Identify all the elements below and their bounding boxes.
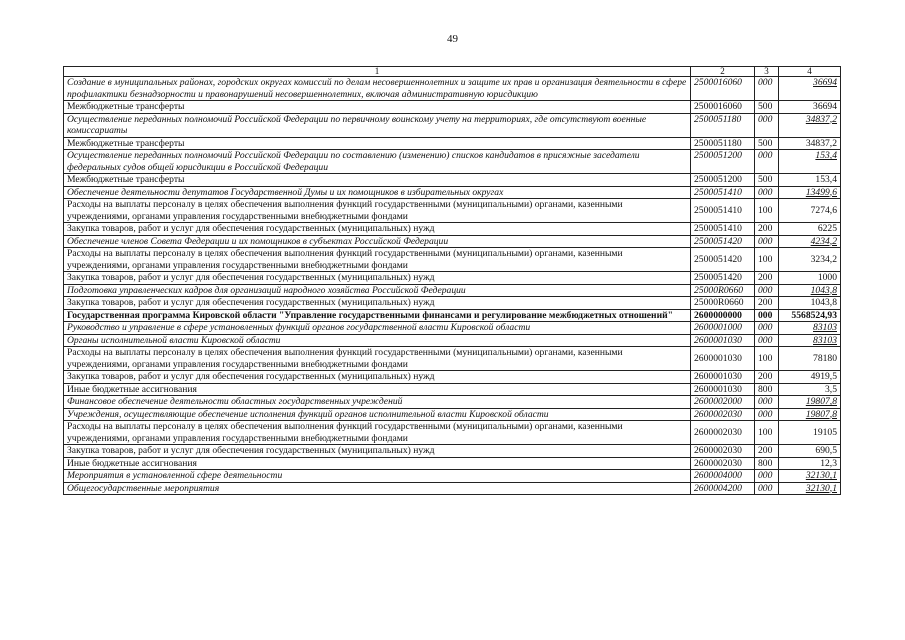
row-amount-value: 13499,6 [805,186,837,198]
table-row [64,235,841,248]
row-amount-value: 153,4 [815,174,837,185]
row-amount-value: 4234,2 [810,235,837,247]
row-amount-cell [779,482,841,495]
table-row [64,199,841,223]
row-amount-cell [779,334,841,347]
row-kind-cell: 000 [755,396,779,409]
row-name-cell: Закупка товаров, работ и услуг для обеспечения государственных (муниципальных) нужд [64,297,691,310]
row-code-cell: 2500051200 [691,150,755,174]
row-amount-value: 690,5 [815,445,837,456]
row-amount-cell [779,470,841,483]
row-code-cell: 2600004200 [691,482,755,495]
row-amount-cell [779,383,841,396]
row-kind-cell: 200 [755,445,779,458]
row-code-cell: 2500051420 [691,235,755,248]
table-row [64,421,841,445]
table-row [64,383,841,396]
row-kind-cell: 200 [755,371,779,384]
table-row [64,470,841,483]
row-amount-cell [779,297,841,310]
row-amount-value: 83103 [813,322,837,333]
header-col-1: 1 [64,67,691,77]
row-kind-cell: 500 [755,101,779,114]
row-code-cell: 25000R0660 [691,284,755,297]
row-kind-cell: 000 [755,334,779,347]
row-amount-value: 34837,2 [805,137,837,149]
page-number: 49 [447,33,458,45]
row-kind-cell: 000 [755,186,779,199]
row-kind-cell: 000 [755,470,779,483]
row-amount-value: 78180 [813,352,837,364]
row-name-cell: Расходы на выплаты персоналу в целях обеспечения выполнения функций государственными (муниципальными) органами, казенными учреждениями, органами управления государственными внебюджетными фондами [64,248,691,272]
table-row [64,113,841,137]
row-name-cell: Создание в муниципальных районах, городских округах комиссий по делам несовершеннолетних и защите их прав и организация деятельности в сфере профилактики безнадзорности и правонарушений несовершеннолетних, включая административную юрисдикцию [64,77,691,101]
table-row [64,482,841,495]
row-amount-value: 19807,8 [805,408,837,420]
row-name-cell: Общегосударственные мероприятия [64,482,691,495]
row-kind-cell: 100 [755,199,779,223]
row-amount-value: 34837,2 [805,113,837,125]
row-kind-cell: 000 [755,284,779,297]
row-kind-cell: 500 [755,174,779,187]
row-name-cell: Органы исполнительной власти Кировской области [64,334,691,347]
row-kind-cell: 200 [755,272,779,285]
row-code-cell: 2500051200 [691,174,755,187]
row-amount-cell [779,457,841,470]
row-kind-cell: 000 [755,322,779,335]
table-body [64,77,841,495]
table-row [64,408,841,421]
row-amount-cell [779,137,841,150]
row-code-cell: 2600001030 [691,334,755,347]
row-name-cell: Государственная программа Кировской области "Управление государственными финансами и регулирование межбюджетных отношений" [64,309,691,322]
row-amount-cell [779,408,841,421]
row-amount-cell [779,235,841,248]
row-kind-cell: 000 [755,482,779,495]
row-code-cell: 2500051410 [691,199,755,223]
row-amount-value: 32130,1 [805,482,837,494]
row-kind-cell: 100 [755,421,779,445]
row-amount-value: 19807,8 [805,396,837,407]
row-kind-cell: 000 [755,235,779,248]
row-kind-cell: 000 [755,77,779,101]
row-name-cell: Закупка товаров, работ и услуг для обеспечения государственных (муниципальных) нужд [64,272,691,285]
row-name-cell: Расходы на выплаты персоналу в целях обеспечения выполнения функций государственными (муниципальными) органами, казенными учреждениями, органами управления государственными внебюджетными фондами [64,421,691,445]
row-code-cell: 2500051420 [691,248,755,272]
row-code-cell: 2600002030 [691,408,755,421]
row-amount-value: 83103 [813,334,837,346]
table-row [64,309,841,322]
header-col-3: 3 [755,67,779,77]
row-amount-cell [779,248,841,272]
row-amount-cell [779,101,841,114]
row-name-cell: Межбюджетные трансферты [64,101,691,114]
row-code-cell: 2600001030 [691,383,755,396]
row-amount-cell [779,199,841,223]
row-amount-value: 36694 [813,101,837,112]
row-amount-cell [779,445,841,458]
row-amount-cell [779,223,841,236]
row-kind-cell: 000 [755,150,779,174]
row-name-cell: Иные бюджетные ассигнования [64,457,691,470]
row-code-cell: 2600002030 [691,445,755,458]
row-amount-value: 1043,8 [810,284,837,296]
row-amount-cell [779,421,841,445]
row-amount-cell [779,396,841,409]
row-name-cell: Руководство и управление в сфере установленных функций органов государственной власти Кировской области [64,322,691,335]
row-amount-value: 4919,5 [810,371,837,382]
table-row [64,371,841,384]
table-row [64,101,841,114]
row-name-cell: Межбюджетные трансферты [64,174,691,187]
row-name-cell: Учреждения, осуществляющие обеспечение исполнения функций органов исполнительной власти Кировской области [64,408,691,421]
table-row [64,186,841,199]
row-name-cell: Иные бюджетные ассигнования [64,383,691,396]
row-amount-cell [779,347,841,371]
row-kind-cell: 000 [755,408,779,421]
row-name-cell: Расходы на выплаты персоналу в целях обеспечения выполнения функций государственными (муниципальными) органами, казенными учреждениями, органами управления государственными внебюджетными фондами [64,199,691,223]
row-name-cell: Закупка товаров, работ и услуг для обеспечения государственных (муниципальных) нужд [64,371,691,384]
row-kind-cell: 200 [755,297,779,310]
table-row [64,334,841,347]
table-row [64,396,841,409]
table-row [64,445,841,458]
row-name-cell: Осуществление переданных полномочий Российской Федерации по составлению (изменению) списков кандидатов в присяжные заседатели федеральных судов общей юрисдикции в Российской Федерации [64,150,691,174]
row-amount-value: 7274,6 [810,204,837,216]
row-code-cell: 2600001030 [691,347,755,371]
header-col-4: 4 [779,67,841,77]
row-amount-cell [779,186,841,199]
table-row [64,297,841,310]
row-amount-value: 12,3 [820,457,837,469]
table-row [64,248,841,272]
table-row [64,347,841,371]
table-row [64,284,841,297]
row-name-cell: Межбюджетные трансферты [64,137,691,150]
table-row [64,322,841,335]
row-amount-cell [779,272,841,285]
table-row [64,174,841,187]
row-code-cell: 25000R0660 [691,297,755,310]
row-amount-cell [779,322,841,335]
row-amount-value: 3234,2 [810,253,837,265]
row-name-cell: Мероприятия в установленной сфере деятельности [64,470,691,483]
row-amount-value: 5568524,93 [791,309,837,321]
row-amount-value: 3,5 [825,383,837,395]
row-amount-cell [779,284,841,297]
row-amount-value: 1000 [817,272,837,283]
row-name-cell: Обеспечение членов Совета Федерации и их помощников в субъектах Российской Федерации [64,235,691,248]
row-code-cell: 2600002030 [691,421,755,445]
row-kind-cell: 800 [755,383,779,396]
row-code-cell: 2500051180 [691,113,755,137]
row-code-cell: 2600002030 [691,457,755,470]
row-code-cell: 2600001030 [691,371,755,384]
row-name-cell: Расходы на выплаты персоналу в целях обеспечения выполнения функций государственными (муниципальными) органами, казенными учреждениями, органами управления государственными внебюджетными фондами [64,347,691,371]
row-code-cell: 2600001000 [691,322,755,335]
row-amount-value: 19105 [813,426,837,438]
row-code-cell: 2500016060 [691,101,755,114]
header-col-2: 2 [691,67,755,77]
row-name-cell: Обеспечение деятельности депутатов Государственной Думы и их помощников в избирательных округах [64,186,691,199]
row-code-cell: 2600000000 [691,309,755,322]
row-code-cell: 2600004000 [691,470,755,483]
row-code-cell: 2500051410 [691,223,755,236]
row-name-cell: Закупка товаров, работ и услуг для обеспечения государственных (муниципальных) нужд [64,445,691,458]
budget-table [63,66,841,495]
table-header-row [64,67,841,77]
row-code-cell: 2500051420 [691,272,755,285]
row-name-cell: Закупка товаров, работ и услуг для обеспечения государственных (муниципальных) нужд [64,223,691,236]
row-kind-cell: 000 [755,113,779,137]
row-kind-cell: 500 [755,137,779,150]
table-row [64,150,841,174]
row-amount-cell [779,309,841,322]
table-row [64,272,841,285]
row-code-cell: 2500016060 [691,77,755,101]
row-amount-value: 1043,8 [810,297,837,308]
table-row [64,137,841,150]
row-name-cell: Финансовое обеспечение деятельности областных государственных учреждений [64,396,691,409]
row-kind-cell: 100 [755,248,779,272]
row-kind-cell: 100 [755,347,779,371]
row-code-cell: 2500051410 [691,186,755,199]
row-kind-cell: 000 [755,309,779,322]
row-amount-value: 6225 [817,223,837,234]
row-amount-cell [779,113,841,137]
row-amount-cell [779,150,841,174]
row-amount-cell [779,371,841,384]
table-row [64,223,841,236]
row-kind-cell: 800 [755,457,779,470]
table-row [64,457,841,470]
row-code-cell: 2500051180 [691,137,755,150]
row-name-cell: Осуществление переданных полномочий Российской Федерации по первичному воинскому учету на территориях, где отсутствуют военные комиссариаты [64,113,691,137]
row-amount-value: 153,4 [815,150,837,161]
row-amount-cell [779,174,841,187]
row-amount-value: 32130,1 [805,470,837,481]
row-amount-value: 36694 [813,77,837,88]
table-row [64,77,841,101]
row-kind-cell: 200 [755,223,779,236]
row-name-cell: Подготовка управленческих кадров для организаций народного хозяйства Российской Федерации [64,284,691,297]
row-amount-cell [779,77,841,101]
row-code-cell: 2600002000 [691,396,755,409]
